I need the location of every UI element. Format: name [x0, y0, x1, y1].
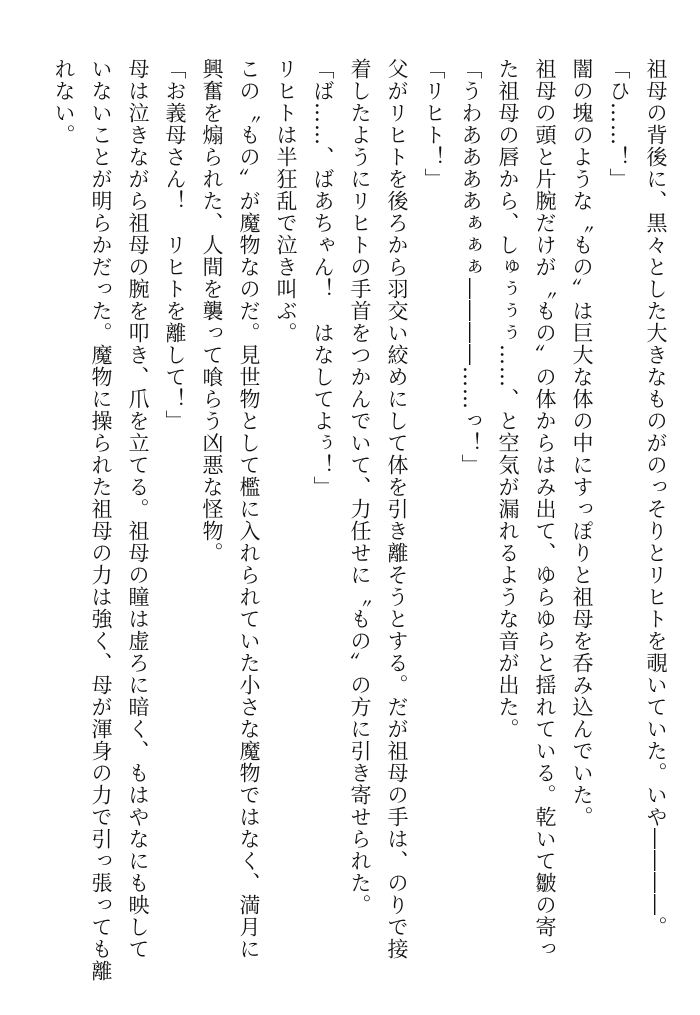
text-line: れない。	[52, 58, 76, 146]
text-line: た祖母の唇から、しゅぅぅぅ……、と空気が漏れるような音が出た。	[496, 58, 520, 740]
vertical-text-body	[45, 58, 674, 982]
text-line: 父がリヒトを後ろから羽交い絞めにして体を引き離そうとする。だが祖母の手は、のりで接	[385, 58, 409, 960]
text-line: リヒトは半狂乱で泣き叫ぶ。	[274, 58, 298, 344]
text-line: 「ば……、ばあちゃん！ はなしてよぅ！」	[311, 58, 335, 498]
text-line: 興奮を煽られた、人間を襲って喰らう凶悪な怪物。	[200, 58, 224, 564]
text-line: この〝もの〟が魔物なのだ。見世物として檻に入れられていた小さな魔物ではなく、満月に	[237, 58, 261, 960]
text-line: 着したようにリヒトの手首をつかんでいて、力任せに〝もの〟の方に引き寄せられた。	[348, 58, 372, 916]
text-line: 「ひ……！」	[607, 58, 631, 190]
text-line: 祖母の背後に、黒々とした大きなものがのっそりとリヒトを覗いていた。いや――――。	[644, 58, 668, 938]
text-line: 「お義母さん！ リヒトを離して！」	[163, 58, 187, 432]
text-line: 祖母の頭と片腕だけが〝もの〟の体からはみ出て、ゆらゆらと揺れている。乾いて皺の寄っ	[533, 58, 557, 960]
text-line: 「うわああああぁぁぁ――――……っ！」	[459, 58, 483, 476]
text-line: 母は泣きながら祖母の腕を叩き、爪を立てる。祖母の瞳は虚ろに暗く、もはやなにも映して	[126, 58, 150, 960]
text-line: 「リヒト！」	[422, 58, 446, 190]
text-line: 闇の塊のような〝もの〟は巨大な体の中にすっぽりと祖母を呑み込んでいた。	[570, 58, 594, 828]
text-line: いないことが明らかだった。魔物に操られた祖母の力は強く、母が渾身の力で引っ張っても離	[89, 58, 113, 982]
